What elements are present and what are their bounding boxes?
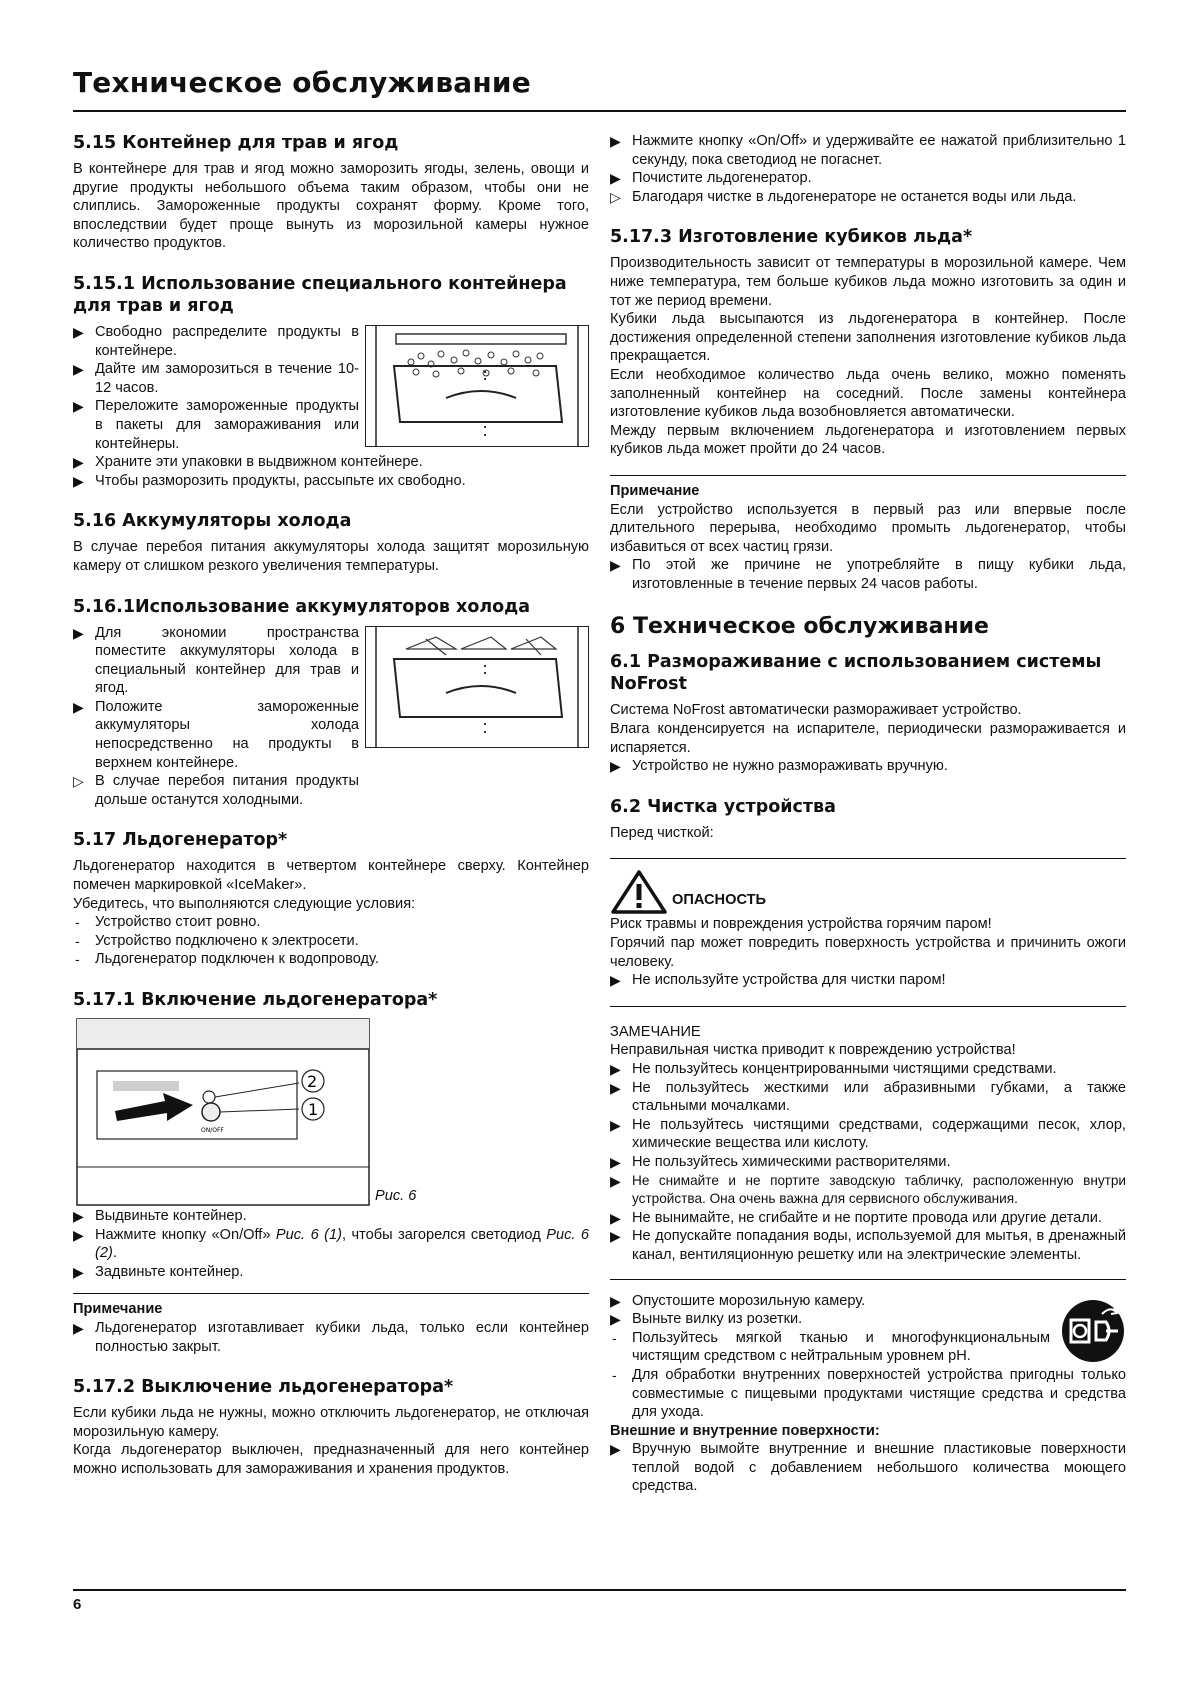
paragraph-5-17-3-c: Если необходимое количество льда очень велико, можно поменять заполненный контейнер на соседний. После замены контейнера изготовление кубиков льда возобновляется автоматически. <box>610 366 1126 421</box>
list-item: ▶ Задвиньте контейнер. <box>73 1263 244 1280</box>
result-arrow-icon: ▷ <box>73 773 84 790</box>
heading-6-2: 6.2 Чистка устройства <box>610 796 836 817</box>
list-item: ▶ Устройство не нужно размораживать вручную. <box>610 758 948 775</box>
action-arrow-icon: ▶ <box>610 1061 621 1077</box>
list-item: ▶ Не пользуйтесь чистящими средствами, содержащими песок, хлор, химические вещества или кислоту. <box>610 1116 1126 1152</box>
list-item: - Пользуйтесь мягкой тканью и многофункциональным чистящим средством с нейтральным уровнем pH. <box>612 1329 1050 1365</box>
dash-bullet: - <box>75 914 80 931</box>
action-arrow-icon: ▶ <box>610 1311 621 1328</box>
danger-text-2: Горячий пар может повредить поверхность устройства и причинить ожоги человеку. <box>610 935 1126 970</box>
cleaning-intro: Перед чисткой: <box>610 824 714 841</box>
action-arrow-icon: ▶ <box>73 698 84 715</box>
cold-pack-illustration <box>365 626 589 748</box>
remark-title: ЗАМЕЧАНИЕ <box>610 1023 701 1040</box>
action-arrow-icon: ▶ <box>610 1292 621 1309</box>
list-item: ▶ Свободно распределите продукты в контейнере. <box>73 323 359 359</box>
list-item: ▶ Для экономии пространства поместите аккумуляторы холода в специальный контейнер для трав и ягод. <box>73 624 359 697</box>
dash-bullet: - <box>75 932 80 949</box>
left-column <box>73 132 589 1479</box>
action-arrow-icon: ▶ <box>73 1263 84 1280</box>
list-item: - Для обработки внутренних поверхностей устройства пригодны только совместимые с пищевыми продуктами чистящие средства и средства для ухода. <box>612 1366 1126 1421</box>
list-item: ▶ Не пользуйтесь концентрированными чистящими средствами. <box>610 1061 1057 1077</box>
unplug-block <box>610 1279 1126 1366</box>
list-item: ▶ Не пользуйтесь химическими растворителями. <box>610 1153 951 1170</box>
list-item: ▶ Не вынимайте, не сгибайте и не портите провода или другие детали. <box>610 1209 1102 1226</box>
button-label: ON/OFF <box>201 1127 224 1134</box>
footer-rule <box>73 1589 1126 1591</box>
paragraph-5-17-3-b: Кубики льда высыпаются из льдогенератора в контейнер. После достижения определенной степени заполнения изготовление кубиков льда прекращается. <box>610 311 1126 365</box>
heading-5-17-2: 5.17.2 Выключение льдогенератора* <box>73 1377 454 1398</box>
title-rule <box>73 110 1126 112</box>
herb-steps-side <box>73 323 359 453</box>
herb-container-illustration <box>365 325 589 447</box>
action-arrow-icon: ▶ <box>73 1319 84 1336</box>
paragraph-5-16: В случае перебоя питания аккумуляторы холода защитят морозильную камеру от слишком резкого увеличения температуры. <box>73 539 589 574</box>
dash-bullet: - <box>612 1366 617 1383</box>
heading-5-17-3: 5.17.3 Изготовление кубиков льда* <box>610 227 973 248</box>
danger-text-1: Риск травмы и повреждения устройства горячим паром! <box>610 916 992 933</box>
list-item: ▶ Вручную вымойте внутренние и внешние пластиковые поверхности теплой водой с добавлением небольшого количества моющего средства. <box>610 1441 1126 1495</box>
list-item: ▷ В случае перебоя питания продукты дольше останутся холодными. <box>73 773 359 808</box>
list-item: ▶ Не допускайте попадания воды, используемой для мытья, в дренажный канал, вентиляционную решетку или на электрические элементы. <box>610 1228 1126 1263</box>
action-arrow-icon: ▶ <box>610 1209 621 1226</box>
callout-2: 2 <box>307 1072 318 1091</box>
list-item: ▶ Опустошите морозильную камеру. <box>610 1292 866 1309</box>
nofrost-steps <box>610 757 1126 776</box>
action-arrow-icon: ▶ <box>73 1226 84 1243</box>
list-item: ▶ Выдвиньте контейнер. <box>73 1208 247 1224</box>
action-arrow-icon: ▶ <box>73 1208 84 1224</box>
right-column <box>610 132 1126 1496</box>
icemaker-note <box>73 1319 589 1356</box>
dash-bullet: - <box>612 1329 617 1346</box>
action-arrow-icon: ▶ <box>73 472 84 489</box>
heading-5-17: 5.17 Льдогенератор* <box>73 830 288 851</box>
action-arrow-icon: ▶ <box>610 1172 621 1189</box>
list-item: ▶ По этой же причине не употребляйте в пищу кубики льда, изготовленные в течение первых 24 часов работы. <box>610 557 1126 592</box>
remark-text: Неправильная чистка приводит к повреждению устройства! <box>610 1042 1016 1059</box>
list-item: - Льдогенератор подключен к водопроводу. <box>75 951 379 968</box>
cold-pack-block <box>73 624 589 810</box>
list-item: ▶ Не снимайте и не портите заводскую табличку, расположенную внутри устройства. Она очень важна для сервисного обслуживания. <box>610 1172 1126 1207</box>
surfaces-title: Внешние и внутренние поверхности: <box>610 1422 880 1439</box>
danger-block <box>610 858 1126 989</box>
figure-caption: Рис. 6 <box>375 1188 417 1204</box>
action-arrow-icon: ▶ <box>610 1153 621 1170</box>
action-arrow-icon: ▶ <box>73 454 84 471</box>
icemaker-off-steps <box>610 132 1126 206</box>
warning-triangle-icon <box>610 869 668 915</box>
action-arrow-icon: ▶ <box>610 758 621 775</box>
note-title: Примечание <box>73 1301 163 1318</box>
action-arrow-icon: ▶ <box>610 133 621 149</box>
dash-bullet: - <box>75 951 80 968</box>
heading-5-16-1: 5.16.1Использование аккумуляторов холода <box>73 596 531 617</box>
note-title: Примечание <box>610 482 700 499</box>
action-arrow-icon: ▶ <box>610 1441 621 1458</box>
list-item: ▶ Чтобы разморозить продукты, рассыпьте их свободно. <box>73 472 466 489</box>
action-arrow-icon: ▶ <box>73 361 84 378</box>
action-arrow-icon: ▶ <box>610 1228 621 1245</box>
list-item: ▶ Почистите льдогенератор. <box>610 170 812 187</box>
list-item: - Устройство стоит ровно. <box>75 914 261 931</box>
danger-steps <box>610 971 1126 990</box>
action-arrow-icon: ▶ <box>73 398 84 415</box>
paragraph-5-17-3-d: Между первым включением льдогенератора и изготовлением первых кубиков льда может пройти до 24 часов. <box>610 422 1126 458</box>
list-item: ▶ Льдогенератор изготавливает кубики льда, только если контейнер полностью закрыт. <box>73 1319 589 1355</box>
list-item: ▶ Храните эти упаковки в выдвижном контейнере. <box>73 454 423 471</box>
herb-container-block <box>73 323 589 453</box>
action-arrow-icon: ▶ <box>73 323 84 340</box>
list-item: ▶ Не используйте устройства для чистки паром! <box>610 972 946 989</box>
paragraph-5-17-3-a: Производительность зависит от температуры в морозильной камере. Чем ниже температура, тем больше кубиков льда можно изготовить за один и тот же период времени. <box>610 255 1126 309</box>
heading-5-15-1: 5.15.1 Использование специального контейнера для трав и ягод <box>73 273 567 316</box>
heading-6-1: 6.1 Размораживание с использованием системы NoFrost <box>610 652 1102 695</box>
remark-steps <box>610 1060 1126 1265</box>
list-item: ▶ Нажмите кнопку «On/Off» Рис. 6 (1), чтобы загорелся светодиод Рис. 6 (2). <box>73 1226 590 1262</box>
action-arrow-icon: ▶ <box>610 1079 621 1096</box>
paragraph-6-1-a: Система NoFrost автоматически размораживает устройство. <box>610 702 1022 719</box>
unplug-steps <box>610 1292 1050 1366</box>
page-number: 6 <box>73 1596 82 1613</box>
paragraph-6-1-b: Влага конденсируется на испарителе, периодически размораживается и испаряется. <box>610 721 1126 756</box>
heading-5-15: 5.15 Контейнер для трав и ягод <box>73 133 399 153</box>
note-rule <box>73 1293 589 1294</box>
heading-6: 6 Техническое обслуживание <box>610 614 989 640</box>
list-item: ▶ Не пользуйтесь жесткими или абразивными губками, а также стальными мочалками. <box>610 1079 1126 1115</box>
surfaces-steps <box>610 1440 1126 1496</box>
heading-5-17-1: 5.17.1 Включение льдогенератора* <box>73 990 438 1010</box>
list-item: ▶ Выньте вилку из розетки. <box>610 1311 803 1328</box>
action-arrow-icon: ▶ <box>610 972 621 989</box>
list-item: ▶ Переложите замороженные продукты в пакеты для замораживания или контейнеры. <box>73 398 359 452</box>
action-arrow-icon: ▶ <box>73 624 84 641</box>
list-item: ▶ Положите замороженные аккумуляторы холода непосредственно на продукты в верхнем контейнере. <box>73 698 359 771</box>
paragraph-5-17-a: Льдогенератор находится в четвертом контейнере сверху. Контейнер помечен маркировкой «IceMaker». <box>73 858 589 894</box>
paragraph-5-17-2-b: Когда льдогенератор выключен, предназначенный для него контейнер можно использовать для замораживания и хранения продуктов. <box>73 1442 589 1477</box>
paragraph-5-17-2-a: Если кубики льда не нужны, можно отключить льдогенератор, не отключая морозильную камеру. <box>73 1405 589 1440</box>
cleaning-dash-steps <box>610 1366 1126 1422</box>
list-item: - Устройство подключено к электросети. <box>75 932 359 949</box>
page-title: Техническое обслуживание <box>73 66 531 99</box>
list-item: ▶ Дайте им заморозиться в течение 10-12 часов. <box>73 361 359 396</box>
figure-6 <box>73 1017 589 1207</box>
paragraph-5-17-b: Убедитесь, что выполняются следующие условия: <box>73 895 416 912</box>
paragraph-5-15: В контейнере для трав и ягод можно заморозить ягоды, зелень, овощи и другие продукты небольшого объема таким образом, чтобы они не слиплись. Замороженные продукты сохранят форму. Кроме того, впоследствии будет проще вынуть из морозильной камеры нужное количество продуктов. <box>73 161 589 252</box>
unplug-icon <box>1060 1298 1126 1364</box>
note-rule <box>610 475 1126 476</box>
herb-steps-full <box>73 453 589 490</box>
cold-pack-steps <box>73 624 359 810</box>
callout-1: 1 <box>308 1100 319 1119</box>
list-item: ▶ Нажмите кнопку «On/Off» и удерживайте ее нажатой приблизительно 1 секунду, пока светодиод не погаснет. <box>610 133 1126 168</box>
list-item: ▷ Благодаря чистке в льдогенераторе не останется воды или льда. <box>610 188 1077 205</box>
note-steps <box>610 556 1126 593</box>
action-arrow-icon: ▶ <box>610 170 621 187</box>
icemaker-panel-illustration <box>73 1017 373 1207</box>
icemaker-conditions <box>73 913 589 969</box>
remark-block <box>610 1006 1126 1265</box>
heading-5-16: 5.16 Аккумуляторы холода <box>73 511 352 532</box>
icemaker-on-steps <box>73 1207 589 1281</box>
action-arrow-icon: ▶ <box>610 557 621 574</box>
result-arrow-icon: ▷ <box>610 188 621 205</box>
danger-label: ОПАСНОСТЬ <box>672 891 767 908</box>
note-text: Если устройство используется в первый раз или впервые после длительного перерыва, необходимо промыть льдогенератор, чтобы избавиться от всех частиц грязи. <box>610 501 1126 555</box>
on-off-button-drawing <box>202 1103 220 1121</box>
action-arrow-icon: ▶ <box>610 1116 621 1133</box>
